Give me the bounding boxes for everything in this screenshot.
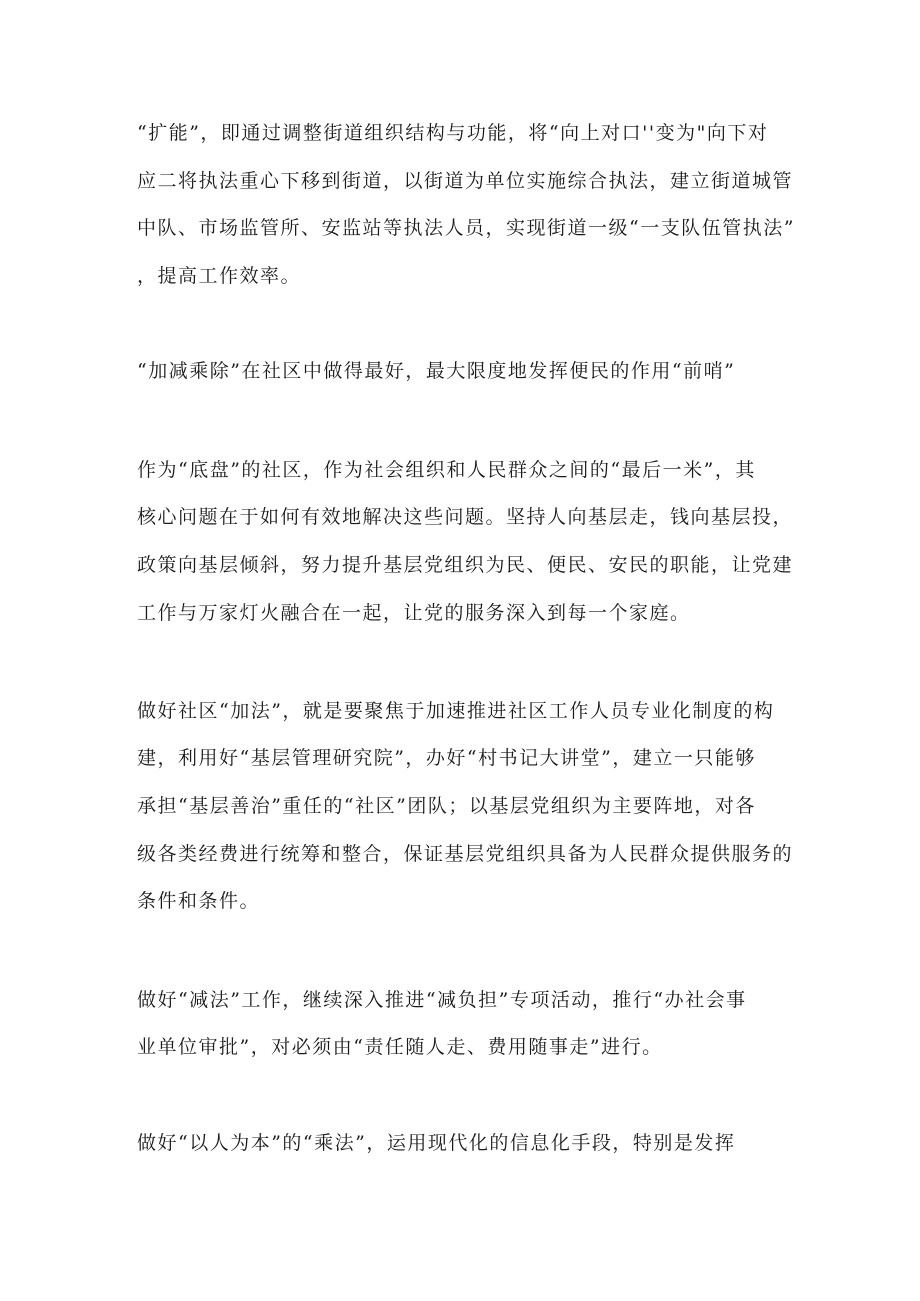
section-heading: “加减乘除”在社区中做得最好，最大限度地发挥便民的作用“前哨” [137, 360, 736, 382]
text-line: 做好“减法”工作，继续深入推进“减负担”专项活动，推行“办社会事 [137, 989, 747, 1011]
text-line: 中队、市场监管所、安监站等执法人员，实现街道一级“一支队伍管执法” [137, 217, 795, 239]
text-line: 做好“以人为本”的“乘法”，运用现代化的信息化手段，特别是发挥 [137, 1132, 736, 1154]
text-line: 政策向基层倾斜，努力提升基层党组织为民、便民、安民的职能，让党建 [137, 554, 794, 576]
text-line: 工作与万家灯火融合在一起，让党的服务深入到每一个家庭。 [137, 602, 691, 624]
text-line: 建，利用好“基层管理研究院”，办好“村书记大讲堂”，建立一只能够 [137, 747, 756, 769]
text-line: ，提高工作效率。 [137, 265, 302, 287]
text-line: 应二将执法重心下移到街道，以街道为单位实施综合执法，建立街道城管 [137, 170, 794, 192]
text-line: 做好社区“加法”，就是要聚焦于加速推进社区工作人员专业化制度的构 [137, 700, 775, 722]
text-line: 业单位审批”，对必须由“责任随人走、费用随事走”进行。 [137, 1036, 663, 1058]
text-line: “扩能”，即通过调整街道组织结构与功能，将“向上对口''变为"向下对 [137, 122, 769, 144]
text-line: 承担“基层善治”重任的“社区”团队；以基层党组织为主要阵地，对各 [137, 795, 756, 817]
text-line: 条件和条件。 [137, 890, 261, 912]
text-line: 级各类经费进行统筹和整合，保证基层党组织具备为人民群众提供服务的 [137, 843, 794, 865]
text-line: 核心问题在于如何有效地解决这些问题。坚持人向基层走，钱向基层投， [137, 506, 794, 528]
text-line: 作为“底盘”的社区，作为社会组织和人民群众之间的“最后一米”，其 [137, 459, 756, 481]
